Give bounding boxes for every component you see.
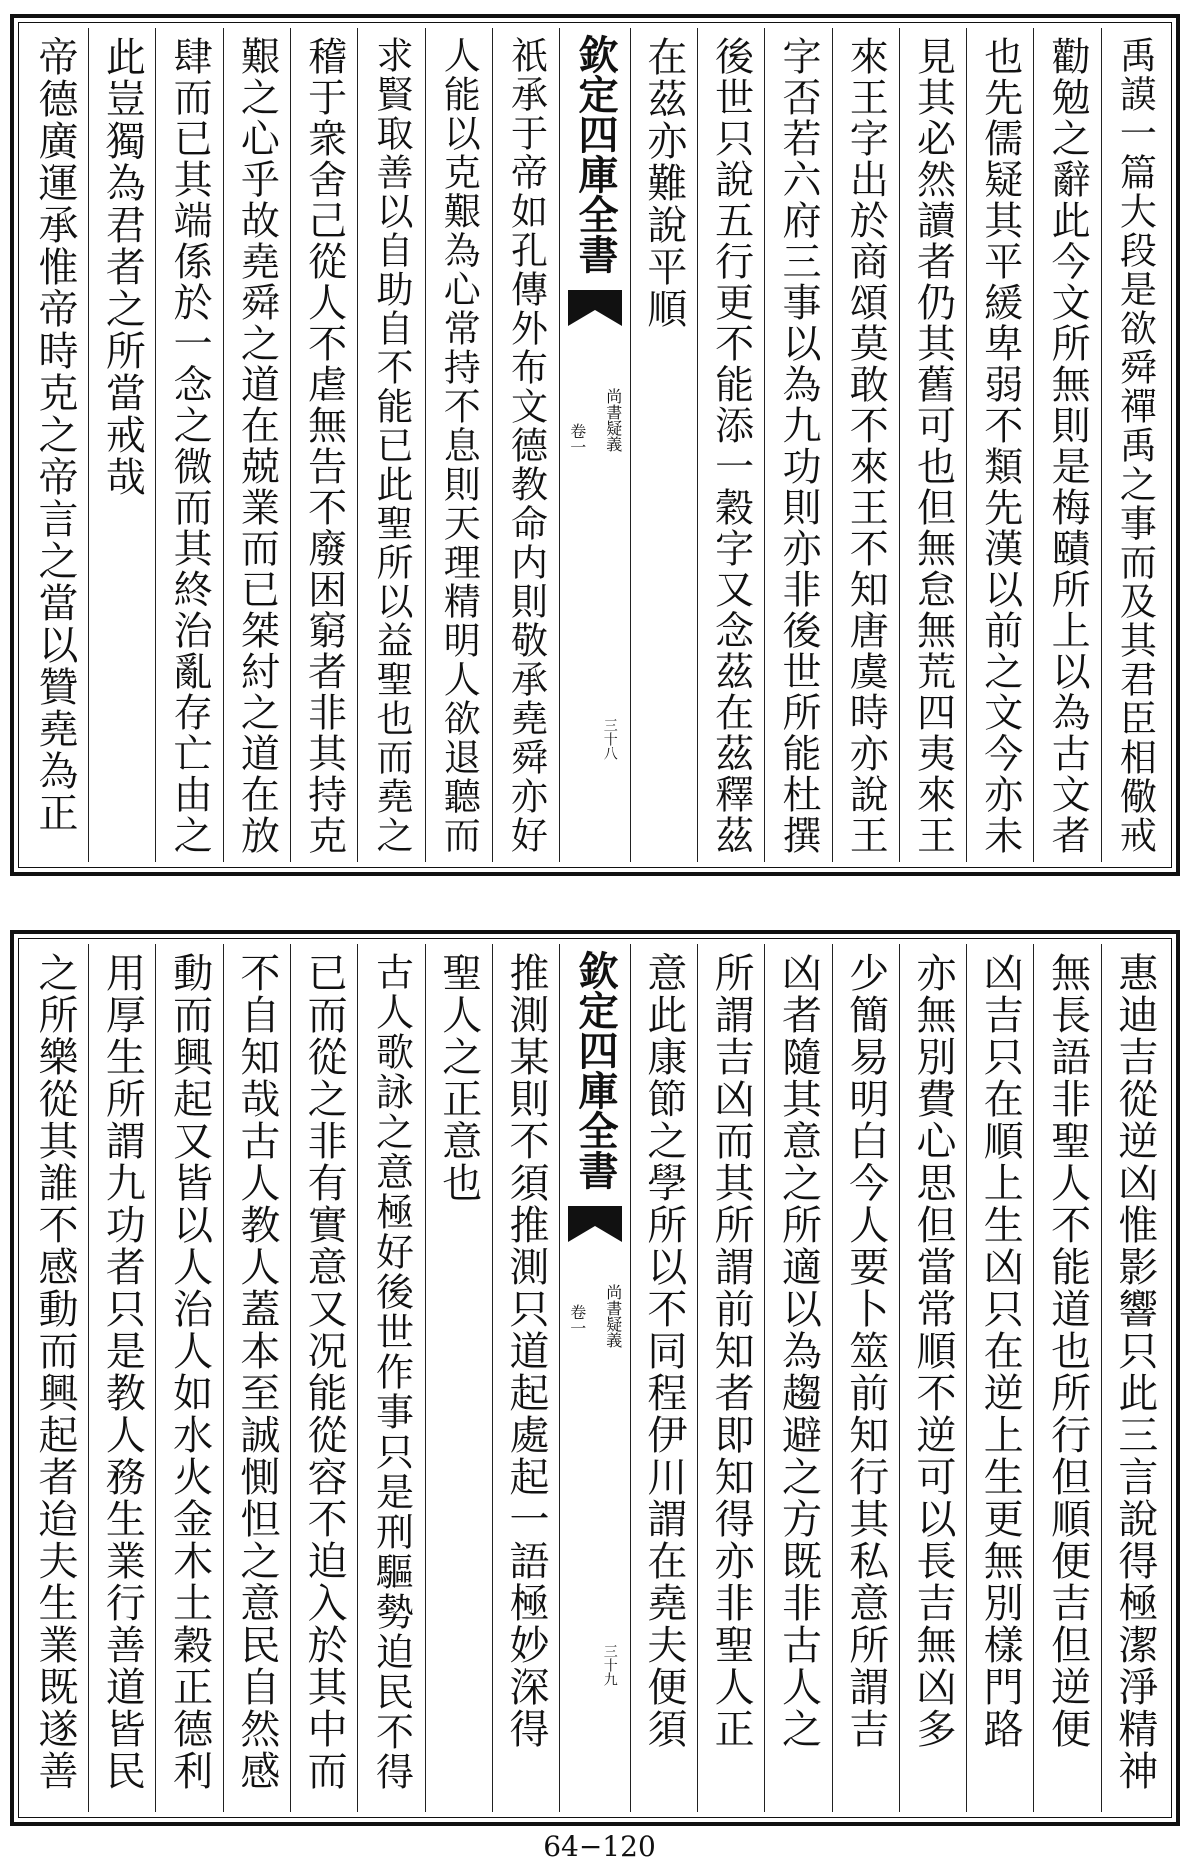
column-text: 也先儒疑其平緩卑弱不類先漢以前之文今亦未 — [977, 36, 1023, 856]
book-title: 尚書疑義 — [603, 1284, 623, 1348]
column-text: 在茲亦難說平順 — [640, 36, 687, 330]
text-column — [290, 28, 357, 862]
column-text: 勸勉之辭此今文所無則是梅賾所上以為古文者 — [1045, 36, 1091, 856]
column-text: 已而從之非有實意又况能從容不迫入於其中而 — [301, 952, 348, 1792]
text-column — [832, 28, 899, 862]
text-column — [832, 944, 899, 1812]
column-text: 凶者隨其意之所適以為趨避之方既非古人之 — [775, 952, 822, 1750]
text-column — [966, 944, 1033, 1812]
text-column — [697, 944, 764, 1812]
column-text: 推測某則不須推測只道起處起一語極妙深得 — [503, 952, 550, 1750]
lower-page — [10, 930, 1180, 1826]
upper-columns — [22, 28, 1168, 862]
volume-label: 卷一 — [567, 1304, 587, 1336]
book-series-title: 欽定四庫全書 — [571, 34, 619, 274]
column-text: 意此康節之學所以不同程伊川謂在堯夫便須 — [640, 952, 687, 1750]
text-column — [155, 28, 222, 862]
volume-label: 卷一 — [567, 423, 587, 455]
text-column — [22, 944, 88, 1812]
column-text: 此豈獨為君者之所當戒哉 — [99, 36, 146, 498]
text-column — [357, 28, 424, 862]
text-column — [22, 28, 88, 862]
leaf-number: 三十八 — [601, 718, 618, 760]
text-column — [1101, 944, 1168, 1812]
center-column — [559, 944, 630, 1812]
column-text: 來王字出於商頌莫敢不來王不知唐虞時亦說王 — [843, 36, 889, 856]
column-text: 艱之心乎故堯舜之道在兢業而已桀紂之道在放 — [234, 36, 280, 856]
text-column — [899, 944, 966, 1812]
fish-tail-ornament-icon — [568, 1206, 622, 1242]
column-text: 祇承于帝如孔傳外布文德教命内則敬承堯舜亦好 — [504, 36, 548, 855]
column-text: 後世只說五行更不能添一穀字又念茲在茲釋茲 — [708, 36, 754, 856]
column-text: 字否若六府三事以為九功則亦非後世所能杜撰 — [775, 36, 821, 856]
text-column — [630, 944, 697, 1812]
text-column — [492, 944, 559, 1812]
lower-columns — [22, 944, 1168, 1812]
column-text: 肆而已其端係於一念之微而其終治亂存亡由之 — [167, 36, 213, 856]
text-column — [764, 28, 831, 862]
column-text: 用厚生所謂九功者只是教人務生業行善道皆民 — [99, 952, 146, 1792]
center-column — [559, 28, 630, 862]
text-column — [630, 28, 697, 862]
text-column — [425, 28, 492, 862]
text-column — [1033, 944, 1100, 1812]
column-text: 古人歌詠之意極好後世作事只是刑驅勢迫民不得 — [369, 952, 414, 1792]
text-column — [1033, 28, 1100, 862]
column-text: 動而興起又皆以人治人如水火金木土穀正德利 — [166, 952, 213, 1792]
column-text: 禹謨一篇大段是欲舜禪禹之事而及其君臣相儆戒 — [1113, 36, 1157, 855]
scan-page-number: 64−120 — [543, 1830, 656, 1863]
text-column — [223, 28, 290, 862]
fish-tail-ornament-icon — [568, 290, 622, 326]
column-text: 少簡易明白今人要卜筮前知行其私意所謂吉 — [842, 952, 889, 1750]
column-text: 亦無別費心思但當常順不逆可以長吉無凶多 — [910, 952, 957, 1750]
book-title: 尚書疑義 — [603, 388, 623, 452]
column-text: 不自知哉古人教人蓋本至誠惻怛之意民自然感 — [233, 952, 280, 1792]
text-column — [1101, 28, 1168, 862]
text-column — [223, 944, 290, 1812]
column-text: 求賢取善以自助自不能已此聖所以益聖也而堯之 — [369, 36, 413, 855]
upper-page — [10, 14, 1180, 876]
text-column — [697, 28, 764, 862]
text-column — [966, 28, 1033, 862]
column-text: 所謂吉凶而其所謂前知者即知得亦非聖人正 — [708, 952, 755, 1750]
leaf-number: 三十九 — [601, 1644, 618, 1686]
column-text: 無長語非聖人不能道也所行但順便吉但逆便 — [1044, 952, 1091, 1750]
text-column — [899, 28, 966, 862]
column-text: 人能以克艱為心常持不息則天理精明人欲退聽而 — [437, 36, 481, 855]
column-text: 之所樂從其誰不感動而興起者迨夫生業既遂善 — [32, 952, 79, 1792]
text-column — [88, 28, 155, 862]
text-column — [88, 944, 155, 1812]
book-series-title: 欽定四庫全書 — [571, 950, 619, 1190]
text-column — [290, 944, 357, 1812]
column-text: 帝德廣運承惟帝時克之帝言之當以贊堯為正 — [32, 36, 79, 834]
text-column — [357, 944, 424, 1812]
text-column — [155, 944, 222, 1812]
column-text: 凶吉只在順上生凶只在逆上生更無別樣門路 — [977, 952, 1024, 1750]
column-text: 稽于衆舍己從人不虐無告不廢困窮者非其持克 — [301, 36, 347, 856]
text-column — [492, 28, 559, 862]
column-text: 見其必然讀者仍其舊可也但無怠無荒四夷來王 — [910, 36, 956, 856]
text-column — [764, 944, 831, 1812]
column-text: 聖人之正意也 — [435, 952, 482, 1204]
column-text: 惠迪吉從逆凶惟影響只此三言說得極潔淨精神 — [1111, 952, 1158, 1792]
text-column — [425, 944, 492, 1812]
